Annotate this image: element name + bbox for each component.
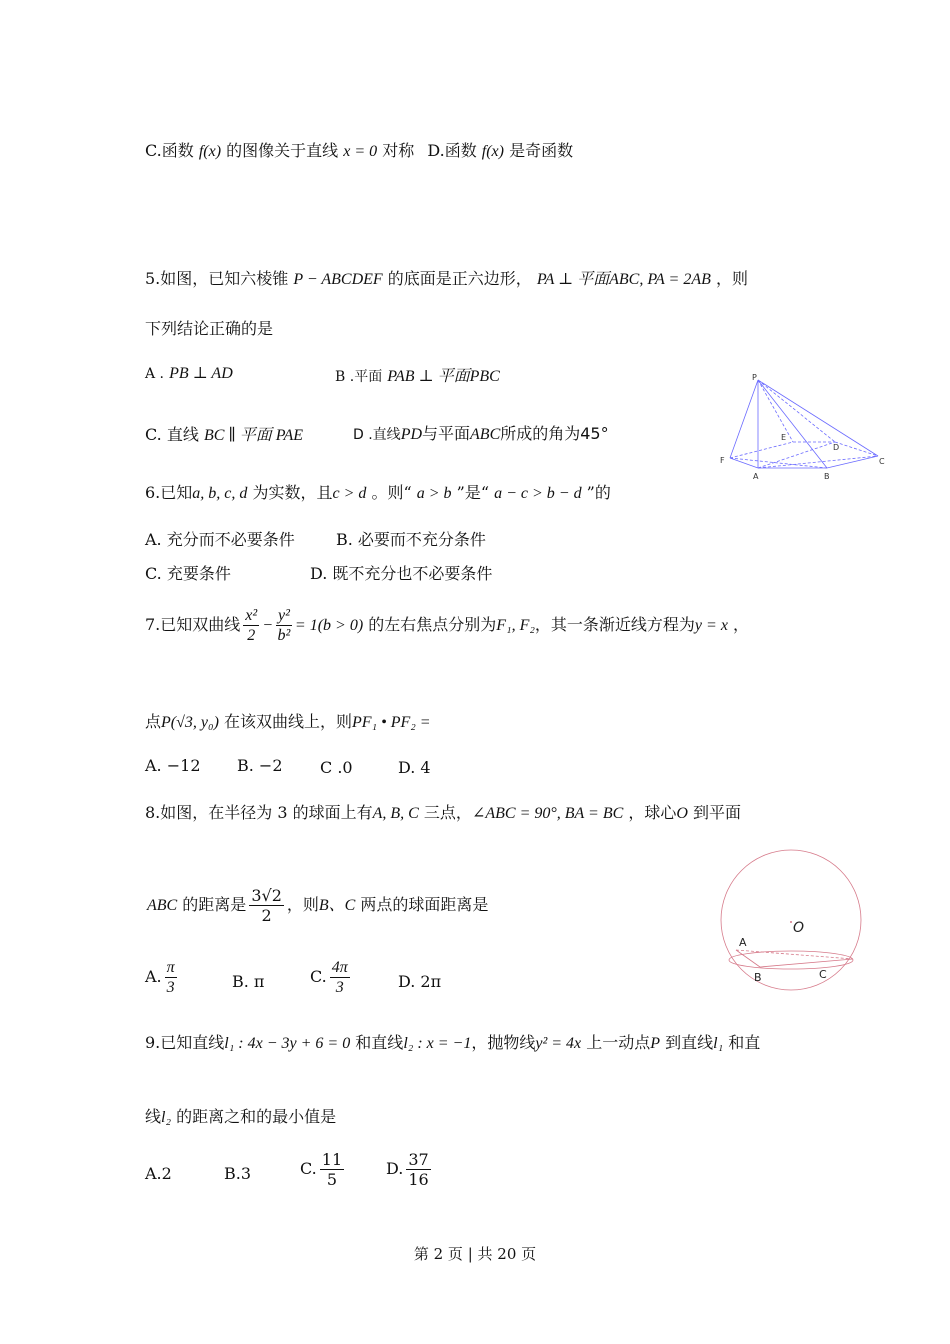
q9-stem-g: 上一动点 — [581, 1033, 651, 1052]
q6-stem-a: 6.已知 — [145, 483, 193, 502]
q8-option-d: D. 2π — [398, 972, 442, 991]
q5-option-b — [335, 363, 500, 386]
q6-stem-h: a − c > b − d — [494, 485, 582, 502]
q9-stem — [145, 1030, 760, 1053]
q5-stem-line2: 下列结论正确的是 — [145, 319, 274, 338]
q4-option-c-text2: 的图像关于直线 — [221, 141, 344, 160]
q8-stem-g: 到平面 — [687, 803, 742, 822]
q6-stem-b: a, b, c, d — [192, 485, 248, 502]
q9-stem-i: 到直线 — [660, 1033, 714, 1052]
q6-option-b: B. 必要而不充分条件 — [336, 530, 486, 549]
page-footer: 第 2 页 | 共 20 页 — [413, 1245, 537, 1263]
q7-stem-g: ， — [727, 615, 750, 635]
q6-stem — [145, 480, 611, 503]
q9-option-d-num: 37 — [408, 1150, 429, 1169]
q8-label-c: C — [819, 968, 827, 981]
q5-option-a-math: PB ⊥ AD — [169, 365, 233, 382]
q8-line2-e: 两点的球面距离是 — [355, 895, 489, 915]
q7-stem-c: 的左右焦点分别为 — [363, 615, 497, 635]
q7-stem-e: ，其一条渐近线方程为 — [534, 615, 695, 635]
q6-stem-f: a > b — [416, 485, 452, 502]
q9-option-c-label: C. — [300, 1159, 317, 1179]
q8-distance-fraction — [249, 886, 284, 925]
q8-option-c-frac — [330, 958, 350, 997]
q8-option-c — [310, 958, 353, 997]
q8-option-c-num: 4π — [330, 958, 350, 978]
q7-frac-x — [243, 606, 259, 645]
q8-option-b: B. π — [232, 972, 265, 991]
q7-line2-b: P(√3, y₀) — [161, 714, 219, 731]
q7-stem-a: 7.已知双曲线 — [145, 615, 241, 635]
q9-option-b: B.3 — [224, 1164, 252, 1183]
q5-option-d-label: D .直线 — [353, 427, 401, 443]
q6-stem-g: ”是“ — [451, 483, 495, 502]
q9-option-d-frac — [406, 1150, 430, 1189]
q8-stem-a: 8.如图，在半径为 3 的球面上有 — [145, 803, 373, 822]
q7-option-d: D. 4 — [398, 758, 431, 777]
q8-option-a-den: 3 — [166, 979, 175, 997]
q4-option-d-text2: 是奇函数 — [503, 141, 574, 160]
q9-stem-line2 — [145, 1104, 336, 1127]
q9-line2-c: 的距离之和的最小值是 — [171, 1107, 337, 1126]
q5-option-d — [353, 421, 609, 444]
q8-option-a-frac — [165, 958, 177, 997]
q8-option-a-num: π — [165, 958, 177, 978]
q8-option-c-den: 3 — [335, 979, 344, 997]
q9-option-d-den: 16 — [408, 1170, 429, 1190]
q6-option-a: A. 充分而不必要条件 — [145, 530, 295, 549]
q9-option-a: A.2 — [145, 1164, 172, 1183]
q4-option-c-text: C.函数 — [145, 141, 199, 160]
q5-label-a: A — [753, 472, 759, 481]
q5-label-p: P — [752, 373, 757, 382]
q8-line2-d: B、C — [318, 897, 356, 915]
q9-stem-c: 和直线 — [350, 1033, 404, 1052]
q8-frac-num: 3√2 — [251, 886, 282, 905]
q9-line2-b: l₂ — [161, 1109, 172, 1126]
q5-option-b-label: B .平面 — [335, 369, 383, 385]
q8-line2-a: ABC — [147, 897, 178, 915]
q5-option-a — [145, 363, 233, 383]
q8-line2-c: ，则 — [286, 895, 319, 915]
q6-stem-c: 为实数，且 — [247, 483, 333, 502]
q7-option-a: A. −12 — [145, 756, 201, 775]
q8-label-b: B — [754, 971, 762, 984]
q7-frac-x-den: 2 — [247, 627, 256, 645]
q5-stem-a: 5.如图，已知六棱锥 — [145, 269, 294, 288]
q6-stem-i: ”的 — [581, 483, 611, 502]
q5-label-f: F — [720, 456, 725, 465]
q6-option-d: D. 既不充分也不必要条件 — [310, 564, 493, 583]
q9-stem-e: ，抛物线 — [471, 1033, 536, 1052]
q5-option-c-label: C. 直线 — [145, 425, 199, 444]
q8-frac-den: 2 — [261, 906, 272, 926]
q5-stem-line1 — [145, 266, 748, 289]
q4-options-line — [145, 138, 573, 161]
q7-minus: − — [262, 617, 273, 635]
q8-option-a-label: A. — [145, 967, 162, 987]
q4-option-c-eq: x = 0 — [343, 143, 378, 160]
q7-frac-x-num: x² — [243, 606, 259, 626]
q5-option-a-label: A . — [145, 366, 165, 382]
q5-option-d-math2: ABC — [470, 426, 501, 443]
q9-stem-d: l₂ : x = −1 — [403, 1035, 472, 1052]
q8-stem — [145, 800, 741, 823]
q5-stem-d: PA ⊥ 平面ABC, PA = 2AB — [536, 271, 711, 288]
q8-stem-d: ∠ABC = 90°, BA = BC — [471, 805, 624, 822]
q8-label-a: A — [739, 936, 747, 949]
q6-option-c: C. 充要条件 — [145, 564, 231, 583]
q4-option-d-text: D.函数 — [427, 141, 482, 160]
q9-stem-f: y² = 4x — [535, 1035, 582, 1052]
q6-stem-d: c > d — [332, 485, 367, 502]
q5-stem-c: 的底面是正六边形， — [382, 269, 537, 288]
q8-option-c-label: C. — [310, 967, 327, 987]
q7-frac-y-num: y² — [276, 606, 292, 626]
q5-label-c: C — [879, 457, 885, 466]
q8-stem-b: A, B, C — [372, 805, 419, 822]
q5-option-d-math: PD — [400, 426, 423, 443]
q8-sphere-figure — [718, 848, 868, 996]
q4-option-c-text3: 对称 — [377, 141, 415, 160]
q9-option-c — [300, 1150, 347, 1189]
q5-option-c-math: BC ∥ 平面 PAE — [203, 427, 304, 444]
q5-option-d-rest2: 所成的角为45° — [500, 424, 609, 443]
q9-option-c-num: 11 — [321, 1150, 343, 1169]
q4-option-d-fx: f(x) — [481, 143, 504, 160]
q5-stem-b: P − ABCDEF — [293, 271, 383, 288]
q7-line2-a: 点 — [145, 712, 162, 731]
q9-option-d-label: D. — [386, 1159, 404, 1179]
q9-stem-k: 和直 — [723, 1033, 761, 1052]
q5-option-c — [145, 422, 303, 445]
q7-frac-y — [276, 606, 292, 645]
q9-stem-a: 9.已知直线 — [145, 1033, 225, 1052]
q8-label-o: O — [793, 920, 805, 936]
q5-stem-e: ，则 — [710, 269, 748, 288]
q8-option-a — [145, 958, 180, 997]
q8-stem-f: O — [676, 805, 688, 822]
q5-label-d: D — [833, 443, 840, 452]
q9-option-d — [386, 1150, 434, 1189]
q7-stem-b: = 1(b > 0) — [294, 617, 364, 635]
q9-option-c-den: 5 — [326, 1170, 338, 1190]
q8-stem-line2 — [147, 886, 488, 925]
q7-stem-d: F₁, F₂ — [496, 617, 535, 635]
q5-option-b-math: PAB ⊥ 平面PBC — [387, 368, 500, 385]
q7-line2-d: PF₁ • PF₂ = — [351, 714, 431, 731]
q7-stem-f: y = x — [694, 617, 728, 635]
q9-stem-j: l₁ — [713, 1035, 724, 1052]
q5-option-d-rest: 与平面 — [422, 424, 471, 443]
q7-option-b: B. −2 — [237, 756, 283, 775]
q9-stem-b: l₁ : 4x − 3y + 6 = 0 — [224, 1035, 351, 1052]
q7-frac-y-den: b² — [277, 627, 291, 645]
q5-label-e: E — [781, 433, 787, 442]
q4-option-c-fx: f(x) — [198, 143, 222, 160]
q6-stem-e: 。则“ — [366, 483, 417, 502]
q8-stem-c: 三点， — [418, 803, 472, 822]
q7-line2-c: 在该双曲线上，则 — [218, 712, 352, 731]
q7-option-c: C .0 — [320, 758, 353, 777]
q8-stem-e: ，球心 — [623, 803, 677, 822]
q7-stem — [145, 606, 749, 645]
q8-line2-b: 的距离是 — [177, 895, 247, 915]
q9-stem-h: P — [650, 1035, 661, 1052]
q5-label-b: B — [824, 472, 830, 481]
q7-stem-line2 — [145, 709, 431, 732]
q5-pyramid-figure — [715, 370, 895, 485]
q9-line2-a: 线 — [145, 1107, 162, 1126]
q9-option-c-frac — [320, 1150, 344, 1189]
